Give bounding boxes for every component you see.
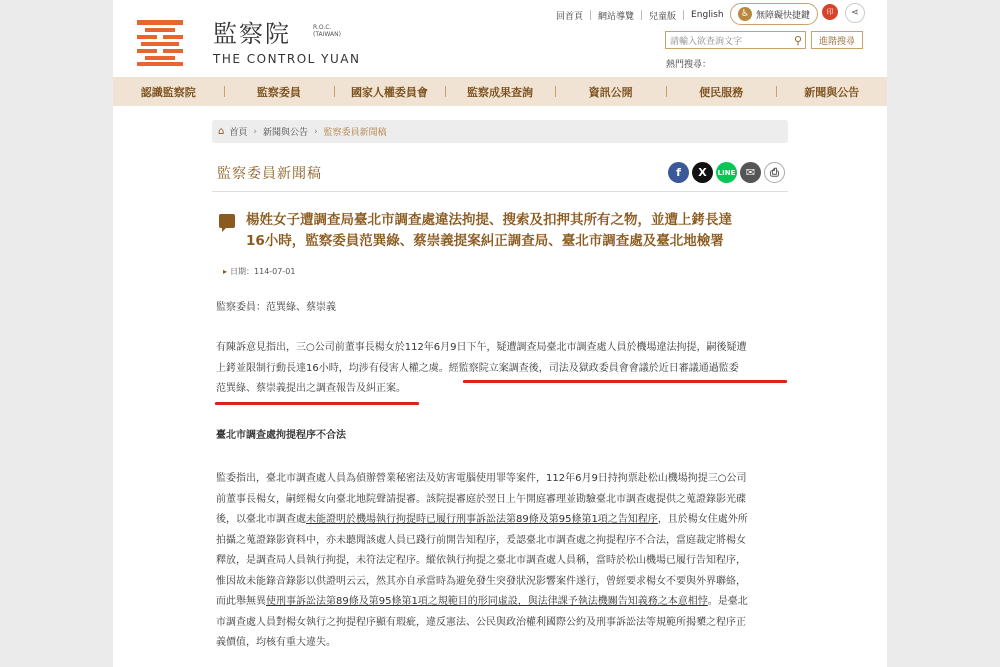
logo-roc-text: R.O.C. (313, 24, 332, 31)
search-placeholder: 請輸入欲查詢文字 (670, 36, 743, 47)
article-paragraph-1 (216, 338, 788, 400)
print-icon[interactable]: ⎙ (764, 162, 785, 183)
article-subheading: 臺北市調查處拘提程序不合法 (216, 430, 346, 441)
article-title (246, 210, 786, 252)
home-link[interactable]: 回首頁 (556, 11, 584, 22)
breadcrumb-current: 監察委員新聞稿 (323, 128, 387, 138)
article-date (223, 266, 295, 277)
chevron-right-icon: › (253, 126, 257, 137)
paragraph-line: 監委指出，臺北市調查處人員為偵辦營業秘密法及妨害電腦使用罪等案件，112年6月9日持拘票赴松山機場拘提三○公司 (216, 473, 747, 484)
paragraph-line (216, 359, 788, 380)
accessibility-icon: ♿ (738, 7, 752, 21)
paragraph-line: 惟因故未能錄音錄影以供證明云云，然其亦自承當時為避免發生突發狀況影響案件遂行，曾經要求楊女不要與外界聯絡， (216, 575, 746, 587)
seal-icon[interactable]: 印 (822, 4, 838, 20)
article-title-line: 楊姓女子遭調查局臺北市調查處違法拘提、搜索及扣押其所有之物，並遭上銬長達 (246, 212, 732, 228)
logo-taiwan-text: (TAIWAN) (313, 31, 341, 38)
line-icon[interactable]: LINE (716, 162, 737, 183)
english-link[interactable]: English (691, 10, 724, 20)
triangle-icon: ▸ (223, 267, 228, 276)
text-span: 而此舉無異 (216, 596, 266, 607)
underlined-text: 使刑事訴訟法第89條及第95條第1項之規範目的形同虛設，與法律課予執法機關告知義務之本意相悖 (266, 596, 708, 607)
nav-item-human-rights[interactable]: 國家人權委員會 (334, 77, 445, 106)
chevron-right-icon: › (314, 126, 318, 137)
paragraph-line: 有陳訴意見指出，三○公司前董事長楊女於112年6月9日下午，疑遭調查局臺北市調查處人員於機場違法拘提，嗣後疑遭 (216, 342, 747, 353)
paragraph-line: 拍攝之蒐證錄影資料中，亦未聽聞該處人員已踐行前開告知程序，爰認臺北市調查處之拘提程序不合法，當庭裁定將楊女 (216, 534, 746, 546)
nav-item-news[interactable]: 新聞與公告 (776, 77, 887, 106)
sitemap-link[interactable]: 網站導覽 (598, 11, 635, 22)
section-divider (212, 191, 788, 192)
kids-link[interactable]: 兒童版 (649, 11, 677, 22)
nav-item-results[interactable]: 監察成果查詢 (445, 77, 556, 106)
paragraph-line (216, 592, 788, 613)
breadcrumb-news[interactable]: 新聞與公告 (262, 128, 308, 138)
x-icon[interactable]: X (692, 162, 713, 183)
article-members: 監察委員：范巽綠、蔡崇義 (216, 302, 336, 313)
highlight-underline (215, 402, 419, 405)
nav-item-services[interactable]: 便民服務 (666, 77, 777, 106)
logo-title-cn[interactable]: 監察院 (213, 20, 291, 48)
nav-item-about[interactable]: 認識監察院 (140, 85, 196, 99)
paragraph-line: 市調查處人員對楊女執行之拘提程序顯有瑕疵，違反憲法、公民與政治權利國際公約及刑事訴訟法等規範所揭櫫之程序正 (216, 616, 746, 628)
nav-item-info[interactable]: 資訊公開 (555, 77, 666, 106)
paragraph-line: 范巽綠、蔡崇義提出之調查報告及糾正案。 (216, 383, 406, 394)
logo-title-en[interactable]: THE CONTROL YUAN (213, 52, 361, 66)
highlight-underline (463, 380, 787, 383)
section-title: 監察委員新聞稿 (217, 166, 322, 182)
breadcrumb (212, 120, 788, 143)
article-date-text: 日期：114-07-01 (230, 267, 296, 276)
hot-search-label: 熱門搜尋： (666, 60, 712, 70)
article-paragraph-2 (216, 469, 788, 654)
accessibility-shortcut-button[interactable] (730, 3, 818, 25)
text-span: ，且於楊女住處外所 (657, 514, 748, 525)
text-span: 經監察院立案調查後，司法及獄政委員會會議於近日審議通過監委 (448, 362, 739, 374)
paragraph-line: 前董事長楊女，嗣經楊女向臺北地院聲請提審。該院提審庭於翌日上午開庭審理並勘驗臺北市調查處提供之蒐證錄影光碟 (216, 493, 746, 505)
article-icon (219, 214, 235, 228)
home-icon[interactable]: ⌂ (218, 126, 225, 137)
text-span: 。是臺北 (707, 596, 748, 607)
paragraph-line: 義價值，均核有重大違失。 (216, 637, 336, 648)
control-yuan-logo[interactable] (137, 20, 183, 66)
facebook-icon[interactable]: f (668, 162, 689, 183)
top-links (556, 8, 724, 22)
paragraph-line (216, 510, 788, 531)
logo-roc-label (313, 24, 341, 38)
share-icon[interactable]: ⋖ (845, 3, 865, 23)
divider (590, 10, 591, 20)
underlined-text: 未能證明於機場執行拘提時已履行刑事訴訟法第89條及第95條第1項之告知程序 (306, 514, 658, 525)
search-input[interactable] (665, 31, 806, 49)
share-buttons (668, 162, 785, 183)
article-title-line: 16小時，監察委員范巽綠、蔡崇義提案糾正調查局、臺北市調查處及臺北地檢署 (246, 233, 724, 249)
text-span: 上銬並限制行動長達16小時，均涉有侵害人權之虞。 (216, 362, 449, 374)
breadcrumb-home[interactable]: 首頁 (229, 128, 248, 138)
divider (641, 10, 642, 20)
paragraph-line: 釋放，是調查局人員執行拘提，未符法定程序。縱依執行拘提之臺北市調查處人員稱，當時於松山機場已履行告知程序， (216, 555, 746, 566)
main-nav (113, 77, 887, 106)
text-span: 後，以臺北市調查處 (216, 514, 306, 525)
mail-icon[interactable]: ✉ (740, 162, 761, 183)
advanced-search-button[interactable]: 進階搜尋 (811, 31, 863, 49)
search-icon[interactable]: ⚲ (793, 34, 802, 47)
divider (683, 10, 684, 20)
nav-item-members[interactable]: 監察委員 (224, 77, 335, 106)
accessibility-label: 無障礙快捷鍵 (755, 10, 810, 21)
